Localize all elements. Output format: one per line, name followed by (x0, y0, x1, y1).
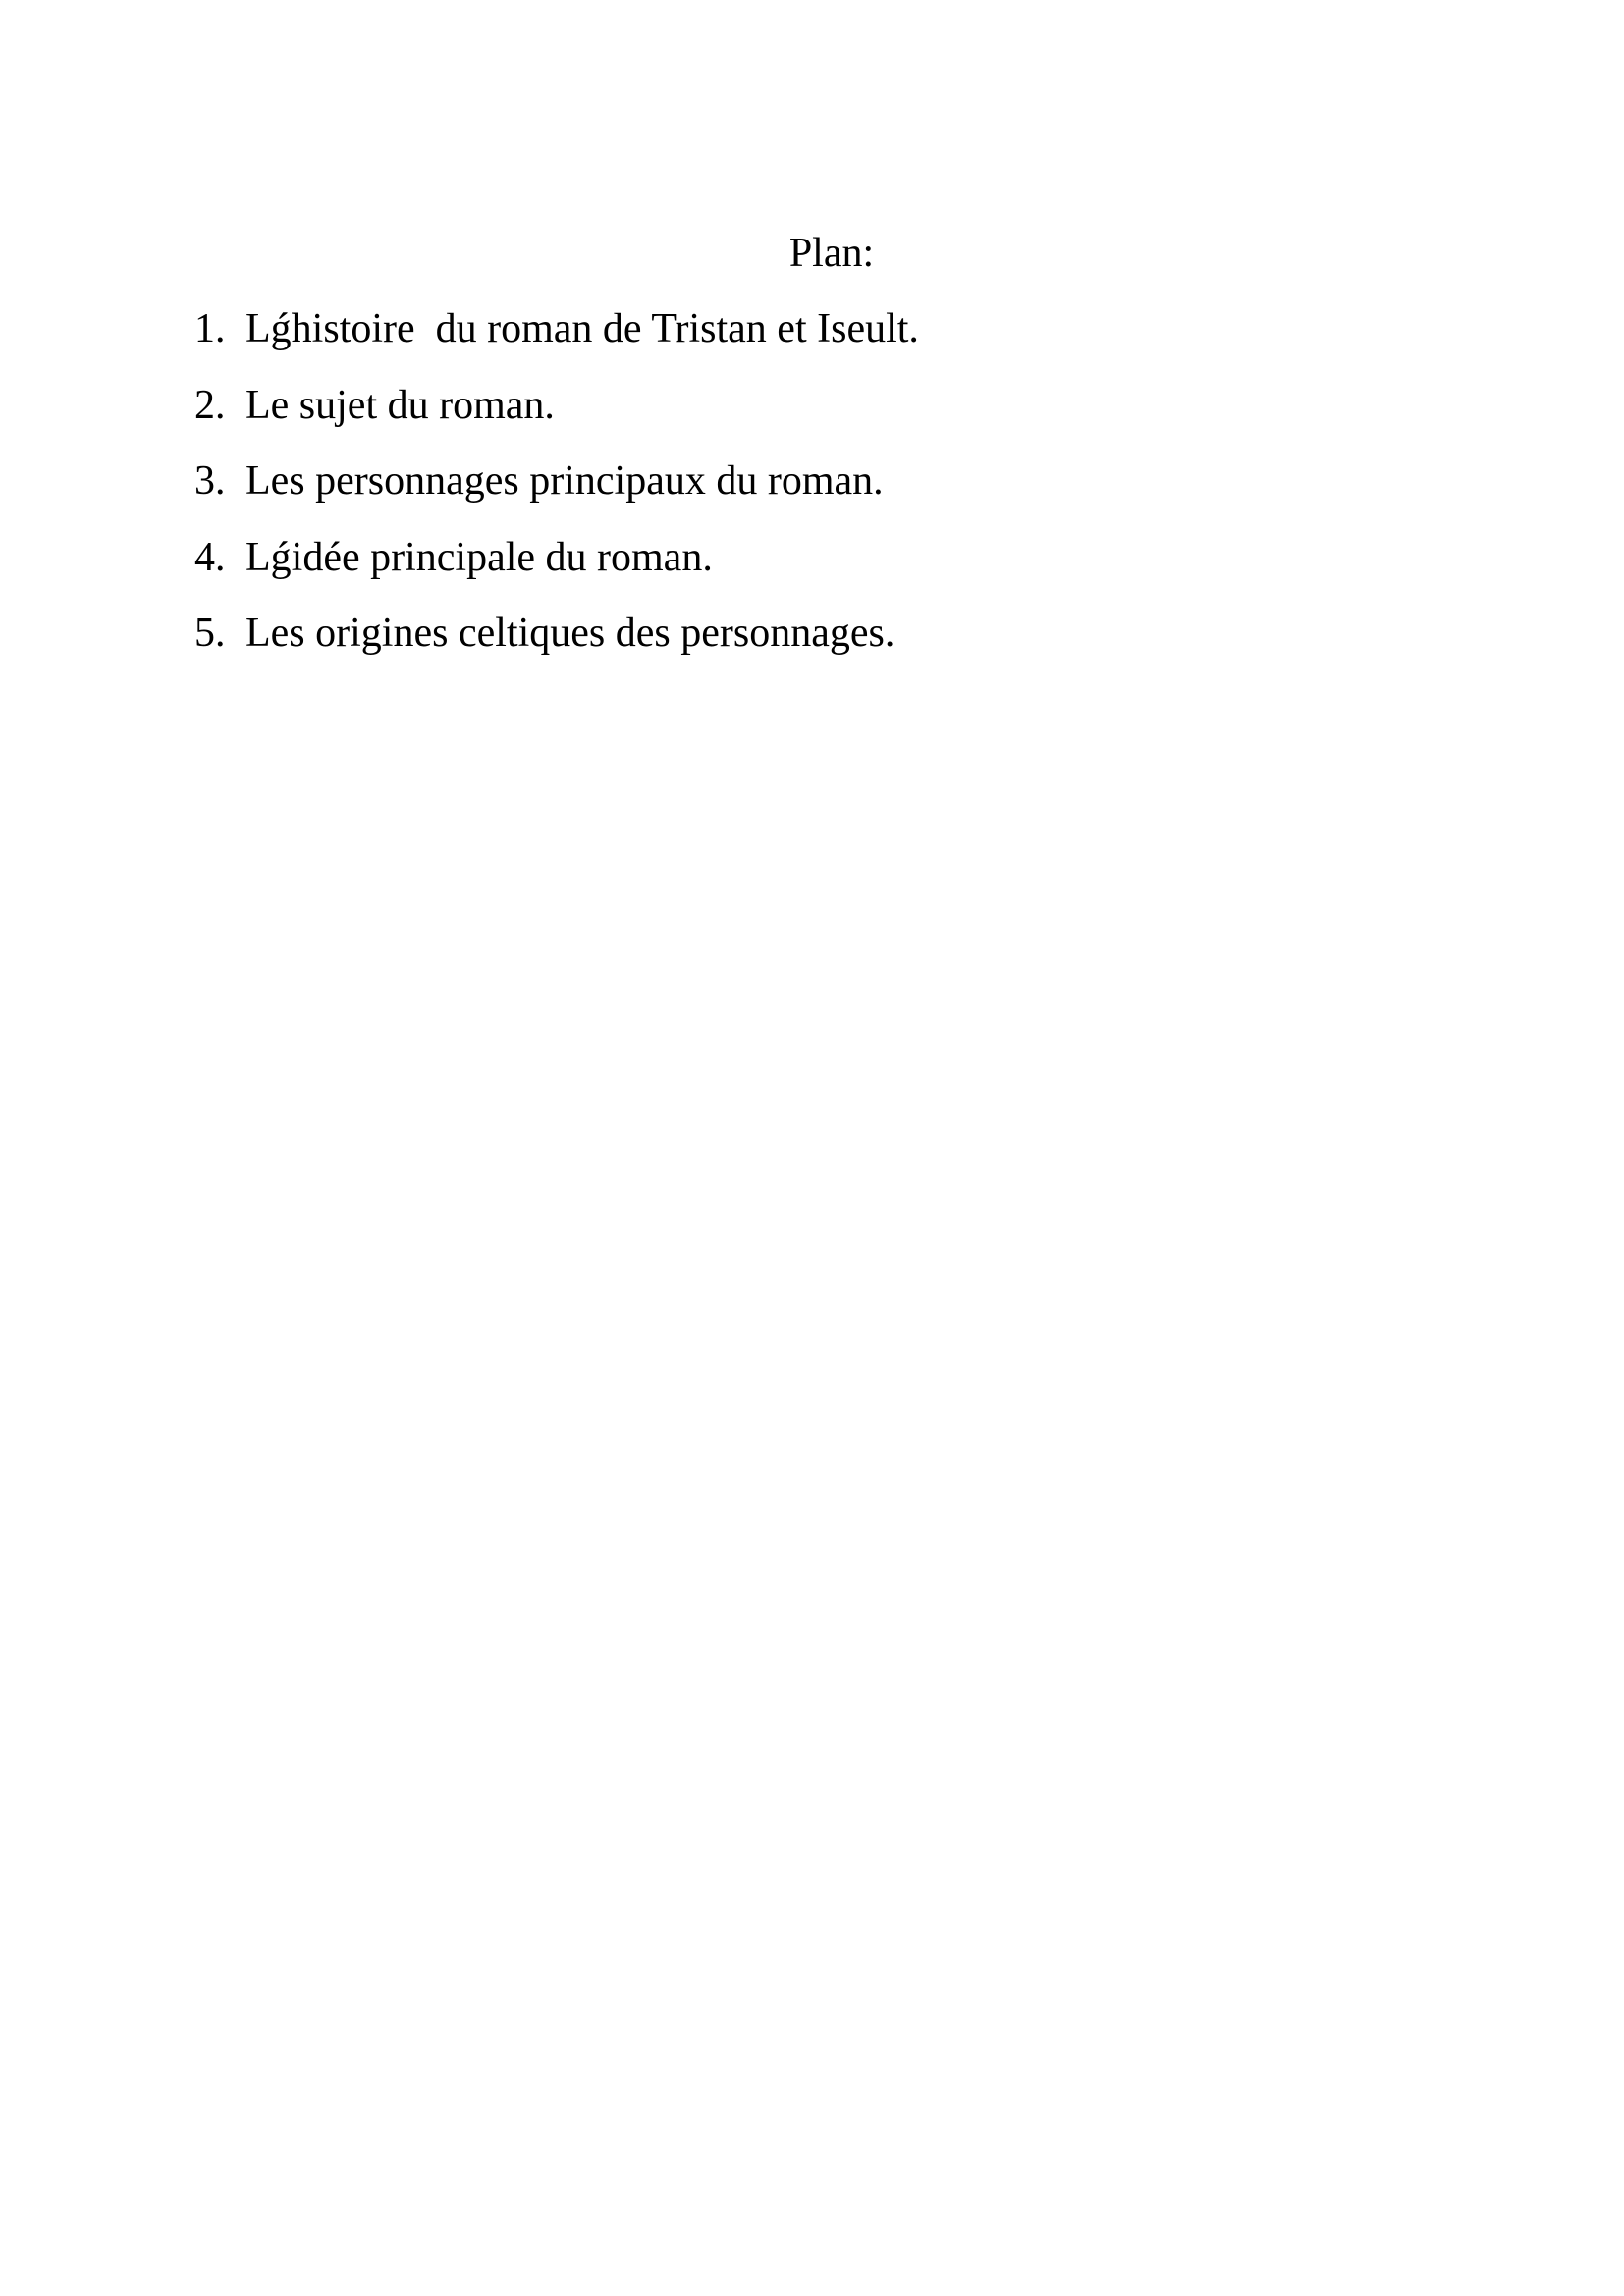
list-item-text: Lǵhistoire du roman de Tristan et Iseult. (245, 306, 919, 351)
list-item-text: Lǵidée principale du roman. (245, 534, 713, 580)
list-item-text: Les personnages principaux du roman. (245, 458, 884, 504)
list-item-number: 2. (194, 382, 226, 428)
list-item (194, 378, 919, 454)
list-item-number: 1. (194, 306, 226, 351)
list-item-text: Les origines celtiques des personnages. (245, 611, 895, 656)
plan-list (194, 301, 919, 682)
page-title: Plan: (788, 231, 875, 276)
list-item (194, 454, 919, 530)
list-item (194, 530, 919, 607)
list-item-number: 4. (194, 534, 226, 580)
list-item (194, 301, 919, 378)
list-item-text: Le sujet du roman. (245, 382, 555, 428)
list-item-number: 3. (194, 458, 226, 504)
list-item (194, 606, 919, 682)
list-item-number: 5. (194, 611, 226, 656)
